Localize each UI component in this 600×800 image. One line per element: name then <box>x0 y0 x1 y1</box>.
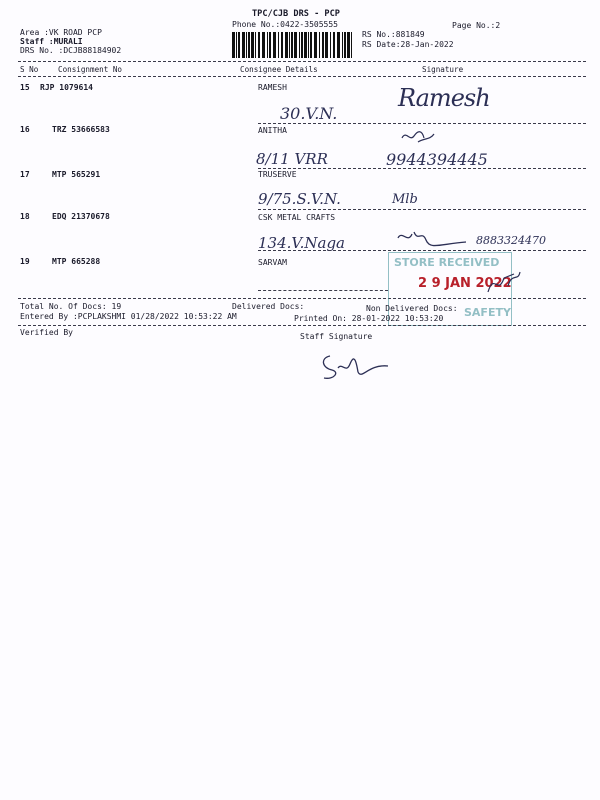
drs-number: DRS No. :DCJB88184902 <box>20 46 122 55</box>
stamp-date: 2 9 JAN 2022 <box>418 276 512 291</box>
row-15-s-no: 15 <box>20 83 30 92</box>
row-18-consignment: EDQ 21370678 <box>52 212 110 221</box>
col-signature: Signature <box>422 65 464 74</box>
row-16-handwritten-address: 8/11 VRR <box>256 150 328 168</box>
area-label: Area :VK ROAD PCP <box>20 28 102 37</box>
row-15-consignment: RJP 1079614 <box>40 83 93 92</box>
row-18-handwritten-signature-scribble <box>396 228 468 250</box>
row-15-handwritten-address: 30.V.N. <box>280 104 338 123</box>
row-16-consignee: ANITHA <box>258 126 287 135</box>
row-18-consignee: CSK METAL CRAFTS <box>258 213 336 222</box>
row-18-rule <box>258 250 586 251</box>
total-docs: Total No. Of Docs: 19 <box>20 302 122 311</box>
rs-date: RS Date:28-Jan-2022 <box>362 40 454 49</box>
row-19-rule <box>258 290 388 291</box>
row-16-handwritten-signature-scribble <box>398 128 438 148</box>
col-s-no: S No <box>20 65 39 74</box>
non-delivered-docs: Non Delivered Docs: <box>366 304 458 313</box>
row-18-handwritten-address: 134.V.Naga <box>258 234 345 252</box>
row-16-consignment: TRZ 53666583 <box>52 125 110 134</box>
verified-by: Verified By <box>20 328 73 337</box>
header-rule-bottom <box>18 76 586 77</box>
footer-rule <box>18 325 586 326</box>
drs-title: TPC/CJB DRS - PCP <box>252 9 340 19</box>
row-15-handwritten-signature: Ramesh <box>398 84 490 112</box>
row-17-rule <box>258 209 586 210</box>
row-15-rule <box>258 123 586 124</box>
staff-signature-label: Staff Signature <box>300 332 373 341</box>
delivered-docs: Delivered Docs: <box>232 302 305 311</box>
row-17-s-no: 17 <box>20 170 30 179</box>
row-17-consignee: TRUSERVE <box>258 170 297 179</box>
col-consignment-no: Consignment No <box>58 65 123 74</box>
row-19-s-no: 19 <box>20 257 30 266</box>
row-18-handwritten-phone: 8883324470 <box>476 234 546 247</box>
stamp-initials-scribble <box>484 268 524 300</box>
entered-by: Entered By :PCPLAKSHMI 01/28/2022 10:53:22 AM <box>20 312 237 321</box>
row-18-s-no: 18 <box>20 212 30 221</box>
printed-on: Printed On: 28-01-2022 10:53:20 <box>294 314 444 323</box>
row-16-handwritten-phone: 9944394445 <box>386 150 488 169</box>
row-16-s-no: 16 <box>20 125 30 134</box>
col-consignee-details: Consignee Details <box>240 65 318 74</box>
page-number: Page No.:2 <box>452 21 501 30</box>
row-15-consignee: RAMESH <box>258 83 287 92</box>
row-19-consignment: MTP 665288 <box>52 257 101 266</box>
stamp-bottom-text: SAFETY <box>464 306 511 319</box>
staff-signature-scribble <box>318 350 392 384</box>
barcode-image <box>232 32 354 58</box>
row-17-handwritten-signature: Mlb <box>392 192 418 207</box>
staff-label: Staff :MURALI <box>20 37 83 46</box>
row-16-rule <box>258 168 586 169</box>
row-17-handwritten-address: 9/75.S.V.N. <box>258 190 341 208</box>
phone-number: Phone No.:0422-3505555 <box>232 20 338 29</box>
stamp-top-text: STORE RECEIVED <box>394 256 500 269</box>
row-17-consignment: MTP 565291 <box>52 170 101 179</box>
row-19-consignee: SARVAM <box>258 258 287 267</box>
rs-number: RS No.:881849 <box>362 30 425 39</box>
header-rule-top <box>18 61 586 62</box>
